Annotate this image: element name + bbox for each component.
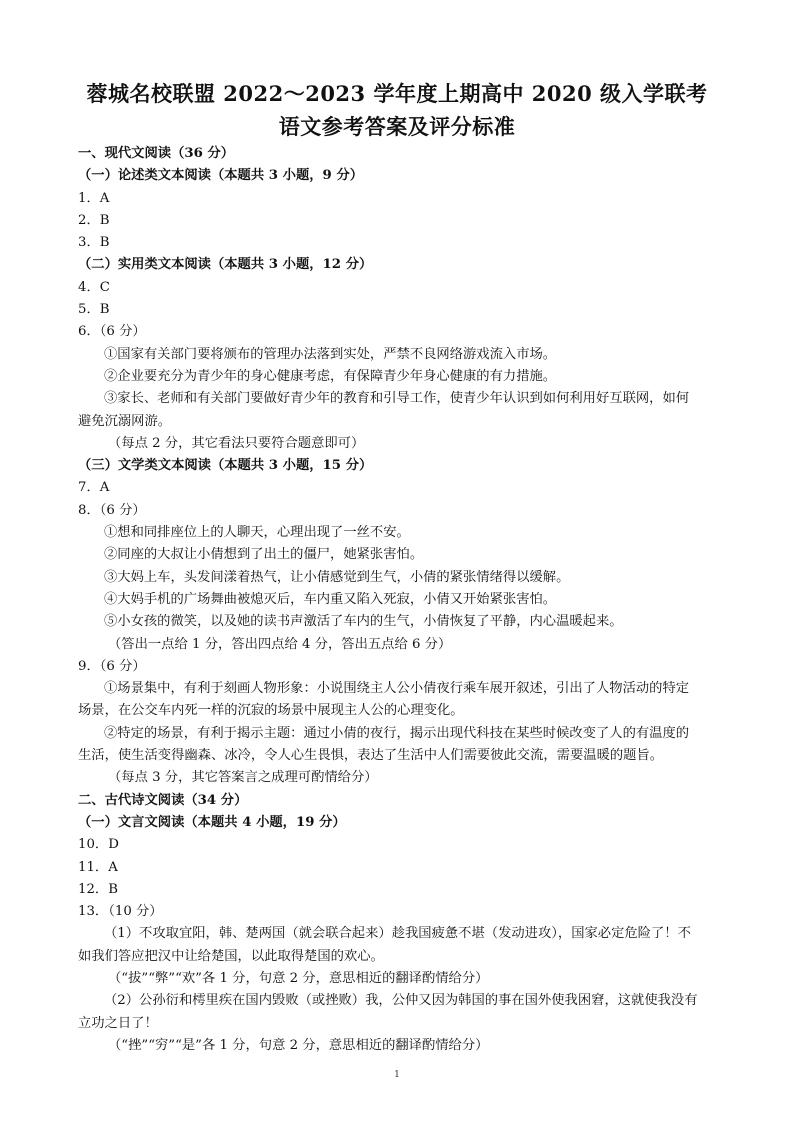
answer-body (78, 143, 718, 1057)
answer-point: ②特定的场景，有利于揭示主题：通过小倩的夜行，揭示出现代科技在某些时候改变了人的有温度的 (104, 725, 690, 741)
answer-point: ①想和同排座位上的人聊天，心理出现了一丝不安。 (104, 525, 410, 541)
scoring-note: （每点 3 分，其它答案言之成理可酌情给分） (108, 770, 378, 786)
section-heading: 二、古代诗文阅读（34 分） (78, 792, 248, 808)
answer-point-continued: 生活，使生活变得幽森、冰冷，令人心生畏惧，表达了生活中人们需要彼此交流，需要温暖的题旨。 (78, 748, 664, 764)
answer-point-continued: 避免沉溺网游。 (78, 413, 172, 429)
document-subtitle: 语文参考答案及评分标准 (278, 114, 516, 139)
answer-item: 11．A (78, 859, 118, 875)
translation-point: （2）公孙衍和樗里疾在国内毁败（或挫败）我，公仲又因为韩国的事在国外使我困窘，这就使我没有 (104, 993, 698, 1009)
answer-item: 10．D (78, 837, 119, 853)
answer-item: 5．B (78, 302, 110, 318)
answer-point: ②企业要充分为青少年的身心健康考虑，有保障青少年身心健康的有力措施。 (104, 368, 557, 384)
answer-point: ③家长、老师和有关部门要做好青少年的教育和引导工作，使青少年认识到如何利用好互联网，如何 (104, 391, 690, 407)
answer-point: ⑤小女孩的微笑，以及她的读书声激活了车内的生气，小倩恢复了平静，内心温暖起来。 (104, 614, 623, 630)
page-number: 1 (394, 1070, 400, 1080)
answer-item: 3．B (78, 235, 110, 251)
answer-point: ②同座的大叔让小倩想到了出土的僵尸，她紧张害怕。 (104, 547, 424, 563)
answer-point: ③大妈上车，头发间漾着热气，让小倩感觉到生气，小倩的紧张情绪得以缓解。 (104, 569, 570, 585)
answer-item: 9．（6 分） (78, 658, 146, 674)
answer-item: 1．A (78, 190, 110, 206)
document-title: 蓉城名校联盟 2022～2023 学年度上期高中 2020 级入学联考 (86, 81, 708, 106)
answer-item: 12．B (78, 881, 118, 897)
subsection-heading: （一）文言文阅读（本题共 4 小题，19 分） (78, 814, 346, 830)
answer-point: ④大妈手机的广场舞曲被熄灭后，车内重又陷入死寂，小倩又开始紧张害怕。 (104, 591, 557, 607)
answer-item: 7．A (78, 480, 110, 496)
answer-point: ①国家有关部门要将颁布的管理办法落到实处，严禁不良网络游戏流入市场。 (104, 346, 557, 362)
translation-point: （1）不攻取宜阳，韩、楚两国（就会联合起来）趁我国疲惫不堪（发动进攻），国家必定危险了！不 (104, 926, 691, 942)
scoring-note: （“挫”“穷”“是”各 1 分，句意 2 分，意思相近的翻译酌情给分） (108, 1037, 489, 1053)
translation-point-continued: 立功之日了！ (78, 1015, 158, 1031)
answer-item: 2．B (78, 212, 110, 228)
answer-item: 4．C (78, 279, 110, 295)
answer-point-continued: 场景，在公交车内死一样的沉寂的场景中展现主人公的心理变化。 (78, 703, 464, 719)
subsection-heading: （二）实用类文本阅读（本题共 3 小题，12 分） (78, 257, 373, 273)
answer-item: 8．（6 分） (78, 502, 146, 518)
scoring-note: （答出一点给 1 分，答出四点给 4 分，答出五点给 6 分） (108, 636, 452, 652)
translation-point-continued: 如我们答应把汉中让给楚国，以此取得楚国的欢心。 (78, 948, 384, 964)
scoring-note: （每点 2 分，其它看法只要符合题意即可） (108, 435, 365, 451)
subsection-heading: （三）文学类文本阅读（本题共 3 小题，15 分） (78, 458, 373, 474)
subsection-heading: （一）论述类文本阅读（本题共 3 小题，9 分） (78, 168, 364, 184)
answer-point: ①场景集中，有利于刻画人物形象：小说围绕主人公小倩夜行乘车展开叙述，引出了人物活动的特定 (104, 681, 690, 697)
answer-item: 13．（10 分） (78, 904, 163, 920)
scoring-note: （“拔”“弊”“欢”各 1 分，句意 2 分，意思相近的翻译酌情给分） (108, 970, 489, 986)
section-heading: 一、现代文阅读（36 分） (78, 146, 235, 161)
answer-item: 6．（6 分） (78, 324, 146, 340)
